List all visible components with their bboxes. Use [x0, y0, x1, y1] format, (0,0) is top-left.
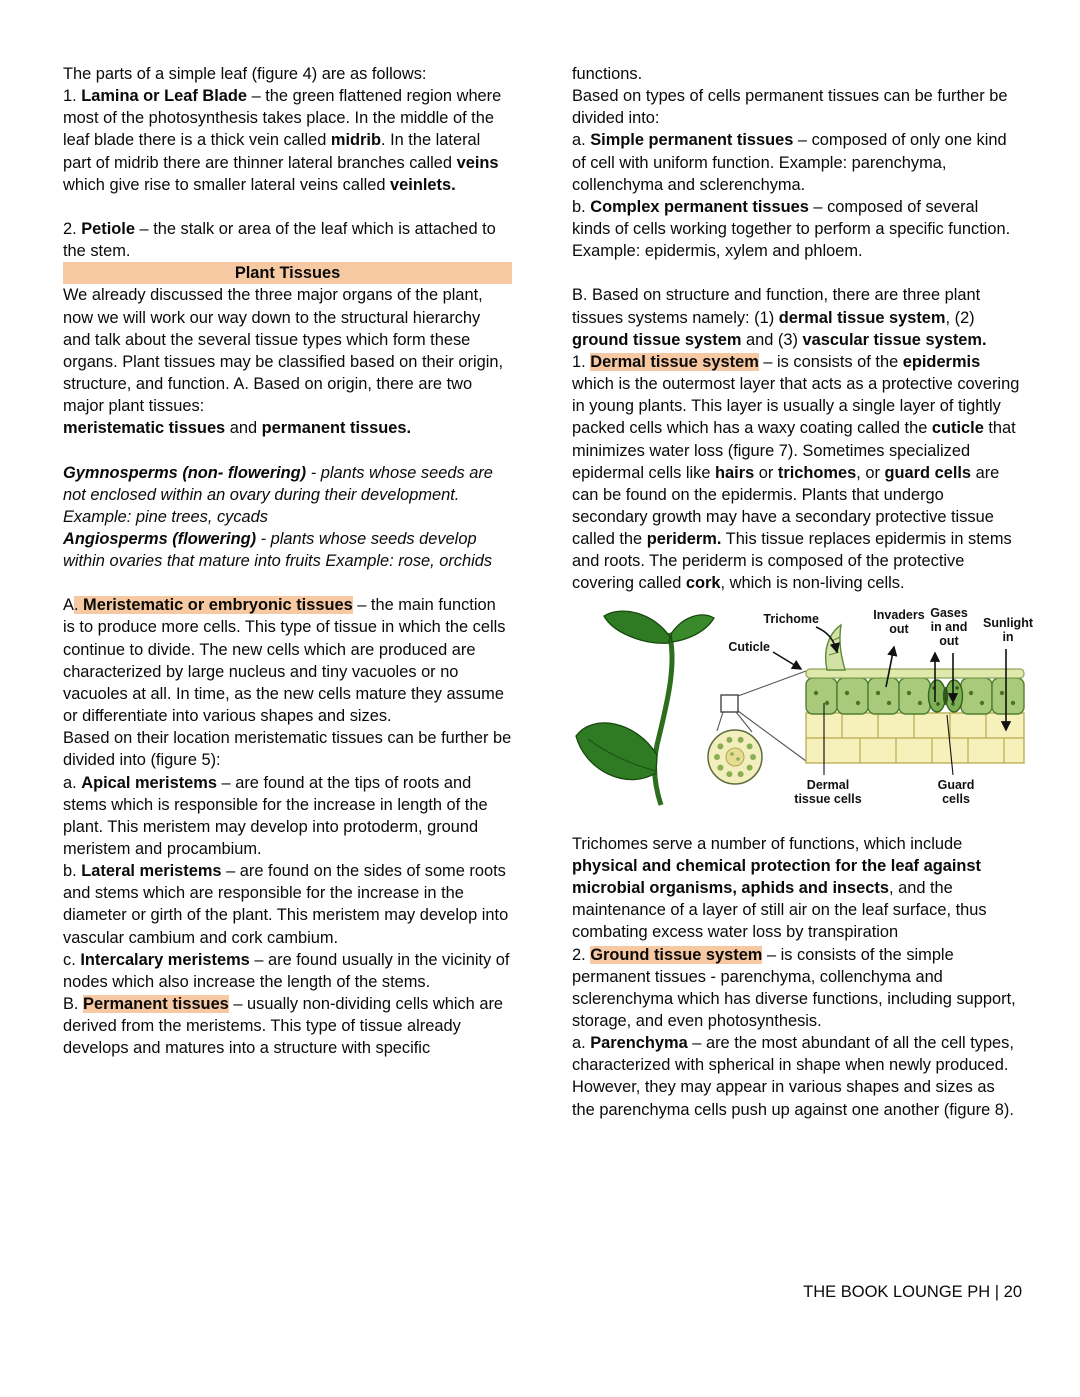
paragraph: [63, 218, 512, 262]
text-run: or: [754, 463, 778, 482]
text-run: Lamina or Leaf Blade: [81, 87, 248, 106]
zoom-square: [721, 695, 738, 712]
text-run: derived from the meristems. This type of tissue already: [63, 1017, 461, 1036]
text-run: Lateral meristems: [81, 862, 222, 881]
text-run: Trichomes serve a number of functions, which include: [572, 834, 963, 853]
text-run: b.: [63, 862, 82, 881]
text-run: – the stalk or area of the leaf which is attached to the stem.: [63, 219, 496, 261]
blank-line: [63, 440, 512, 462]
text-run: – are found usually in the vicinity of nodes which also increase the length of the stems.: [63, 950, 510, 991]
sunlight-in-label: Sunlight: [983, 615, 1033, 630]
text-run: B. Based on structure and function, there are three plant tissues systems namely: (1): [572, 286, 981, 327]
text-run: Ground tissue system: [590, 945, 763, 964]
paragraph: [572, 1032, 1021, 1121]
plant-illustration: [576, 611, 714, 805]
stem-cross-section-magnifier: [708, 671, 806, 784]
page-footer: THE BOOK LOUNGE PH | 20: [803, 1283, 1022, 1301]
text-run: a.: [63, 773, 82, 792]
paragraph: [572, 196, 1021, 262]
paragraph: [63, 860, 512, 949]
text-run: periderm.: [646, 530, 722, 549]
text-run: – is consists of the: [758, 352, 903, 371]
blank-line: [63, 196, 512, 218]
text-run: – usually non-dividing cells which are: [228, 995, 504, 1014]
text-run: 1.: [63, 87, 82, 106]
paragraph: [572, 284, 1021, 350]
text-run: and (3): [741, 330, 803, 349]
text-run: – are the most abundant of all the cell types, characterized with spherical in shape when newly produced. However, they may appear in various shapes and sizes as the parenchyma cells push up against one another (figure 8).: [572, 1034, 1014, 1119]
text-run: – composed of several kinds of cells working together to perform a specific function. Example: epidermis, xylem and phloem.: [572, 197, 1011, 261]
text-run: , and the maintenance of a layer of still air on the leaf surface, thus combating excess water loss by transpiration: [572, 879, 987, 942]
text-run: Dermal tissue system: [590, 352, 759, 371]
text-run: which is the outermost layer that acts as a protective covering in young plants. This layer is usually a single layer of tightly packed cells which has a waxy coating called the: [572, 375, 1020, 438]
text-run: Permanent tissues: [83, 995, 229, 1014]
stoma-opening: [943, 687, 948, 705]
trichome-label: Trichome: [763, 611, 819, 626]
text-run: .: [73, 596, 84, 615]
text-run: - plants whose seeds develop within ovaries that mature into fruits Example: rose, orchids: [63, 529, 493, 571]
text-run: hairs: [715, 463, 755, 482]
paragraph: [572, 85, 1021, 129]
right-column-bottom-text: [572, 833, 1021, 1121]
text-run: Intercalary meristems: [80, 950, 250, 969]
paragraph: [63, 63, 512, 85]
right-column: [572, 63, 1033, 1121]
text-run: develops and matures into a structure with specific: [63, 1039, 431, 1058]
text-run: Petiole: [81, 219, 135, 238]
text-run: guard cells: [884, 463, 972, 482]
text-run: 1.: [572, 352, 591, 371]
paragraph: [63, 528, 512, 572]
paragraph: [63, 594, 512, 727]
text-run: Meristematic or embryonic tissues: [83, 596, 353, 615]
text-run: B.: [63, 995, 84, 1014]
text-run: and: [225, 419, 262, 438]
text-run: A: [63, 596, 74, 615]
text-run: – composed of only one kind of cell with uniform function. Example: parenchyma, collenchyma and sclerenchyma.: [572, 131, 1007, 194]
text-run: . In the lateral part of midrib there are thinner lateral branches called: [63, 131, 481, 172]
text-run: The parts of a simple leaf (figure 4) are as follows:: [63, 65, 427, 83]
gases-label-line2: in and: [930, 619, 968, 634]
epidermis-cell-block: [806, 625, 1024, 763]
text-run: epidermis: [902, 352, 981, 371]
dermal-cell-row: [806, 678, 1024, 714]
text-run: meristematic tissues: [63, 419, 226, 438]
paragraph: [63, 993, 512, 1015]
text-run: cuticle: [931, 419, 984, 438]
text-run: functions.: [572, 65, 643, 83]
text-run: - plants whose seeds are not enclosed within an ovary during their development. Example: pine trees, cycads: [63, 463, 493, 526]
text-run: vascular tissue system.: [802, 330, 987, 349]
left-column: [63, 63, 512, 1060]
text-run: Apical meristems: [81, 773, 217, 792]
paragraph: [63, 417, 512, 439]
text-run: veinlets.: [390, 175, 456, 194]
dermal-tissue-cells-label-line2: tissue cells: [794, 791, 862, 806]
text-run: permanent tissues.: [261, 419, 412, 438]
text-run: – the green flattened region where most of the photosynthesis takes place. In the middle of the leaf blade there is a thick vein called: [63, 87, 502, 150]
text-run: Parenchyma: [590, 1034, 688, 1053]
paragraph: [63, 1037, 512, 1059]
cuticle-pointer-arrow: [773, 652, 801, 669]
paragraph: [63, 1015, 512, 1037]
text-run: that minimizes water loss (figure 7). Sometimes specialized epidermal cells like: [572, 419, 1016, 482]
text-run: – is consists of the simple permanent tissues - parenchyma, collenchyma and sclerenchyma which has diverse functions, including support, storage, and even photosynthesis.: [572, 945, 1016, 1030]
two-column-layout: [63, 63, 1033, 1121]
text-run: c.: [63, 950, 81, 969]
text-run: We already discussed the three major organs of the plant, now we will work our way down to the structural hierarchy and talk about the several tissue types which form these organs. Plant tissues may be classified based on their origin, structure, and function. A. Based on origin, there are two major plant tissues:: [63, 286, 504, 416]
guard-cells-shape: [929, 680, 963, 712]
epidermis-diagram-svg: [566, 603, 1040, 815]
text-run: b.: [572, 197, 591, 216]
blank-line: [63, 572, 512, 594]
paragraph: [572, 944, 1021, 1033]
text-run: 2.: [63, 219, 82, 238]
invaders-out-label-line2: out: [889, 621, 909, 636]
text-run: dermal tissue system: [778, 308, 946, 327]
guard-cells-label: Guard: [937, 777, 975, 792]
paragraph: [63, 727, 512, 771]
figure-7-epidermis-diagram: [566, 603, 1040, 821]
text-run: veins: [456, 153, 499, 172]
text-run: , which is non-living cells.: [720, 574, 905, 593]
text-run: Based on types of cells permanent tissues can be further be divided into:: [572, 87, 1008, 128]
text-run: physical and chemical protection for the leaf against microbial organisms, aphids and insects: [572, 856, 981, 898]
text-run: which give rise to smaller lateral veins called: [63, 175, 391, 194]
text-run: Complex permanent tissues: [590, 197, 809, 216]
gases-label: Gases: [930, 605, 968, 620]
invaders-out-label: Invaders: [873, 607, 925, 622]
text-run: This tissue replaces epidermis in stems and roots. The periderm is composed of the protective covering called: [572, 530, 1012, 593]
dermal-tissue-cells-label: Dermal: [806, 777, 850, 792]
paragraph: [572, 129, 1021, 195]
text-run: a.: [572, 131, 591, 150]
sunlight-in-label-line2: in: [1002, 629, 1014, 644]
text-run: Angiosperms (flowering): [63, 529, 257, 548]
right-column-top-text: [572, 63, 1021, 595]
paragraph: [572, 63, 1021, 85]
text-run: a.: [572, 1034, 591, 1053]
text-run: , or: [856, 463, 885, 482]
text-run: – the main function is to produce more cells. This type of tissue in which the cells continue to divide. The new cells which are produced are characterized by large nucleus and tiny vacuoles or no vacuoles at all. In time, as the new cells mature they assume or differentiate into various shapes and sizes.: [63, 596, 506, 726]
text-run: are can be found on the epidermis. Plants that undergo secondary growth may have a secondary protective tissue called the: [572, 463, 1000, 549]
text-run: Gymnosperms (non- flowering): [63, 463, 307, 482]
section-heading: [63, 262, 512, 284]
text-run: Simple permanent tissues: [590, 131, 794, 150]
text-run: trichomes: [777, 463, 857, 482]
text-run: – are found at the tips of roots and stems which is responsible for the increase in length of the plant. This meristem may develop into protoderm, ground meristem and procambium.: [63, 773, 488, 858]
inner-tissue-cells: [806, 713, 1024, 763]
cuticle-label: Cuticle: [728, 639, 770, 654]
paragraph: [63, 85, 512, 196]
paragraph: [63, 772, 512, 861]
text-run: , (2): [945, 308, 975, 327]
text-run: midrib: [330, 131, 381, 150]
text-run: cork: [685, 574, 721, 593]
gases-label-line3: out: [939, 633, 959, 648]
paragraph: [63, 462, 512, 528]
guard-cells-label-line2: cells: [942, 791, 970, 806]
text-run: Plant Tissues: [234, 264, 341, 283]
text-run: Based on their location meristematic tissues can be further be divided into (figure 5):: [63, 729, 512, 770]
text-run: – are found on the sides of some roots and stems which are responsible for the increase in the diameter or girth of the plant. This meristem may develop into vascular cambium and cork cambium.: [63, 862, 509, 947]
text-run: ground tissue system: [572, 330, 742, 349]
paragraph: [572, 351, 1021, 595]
paragraph: [63, 284, 512, 417]
paragraph: [572, 833, 1021, 944]
blank-line: [572, 262, 1021, 284]
text-run: 2.: [572, 945, 591, 964]
paragraph: [63, 949, 512, 993]
